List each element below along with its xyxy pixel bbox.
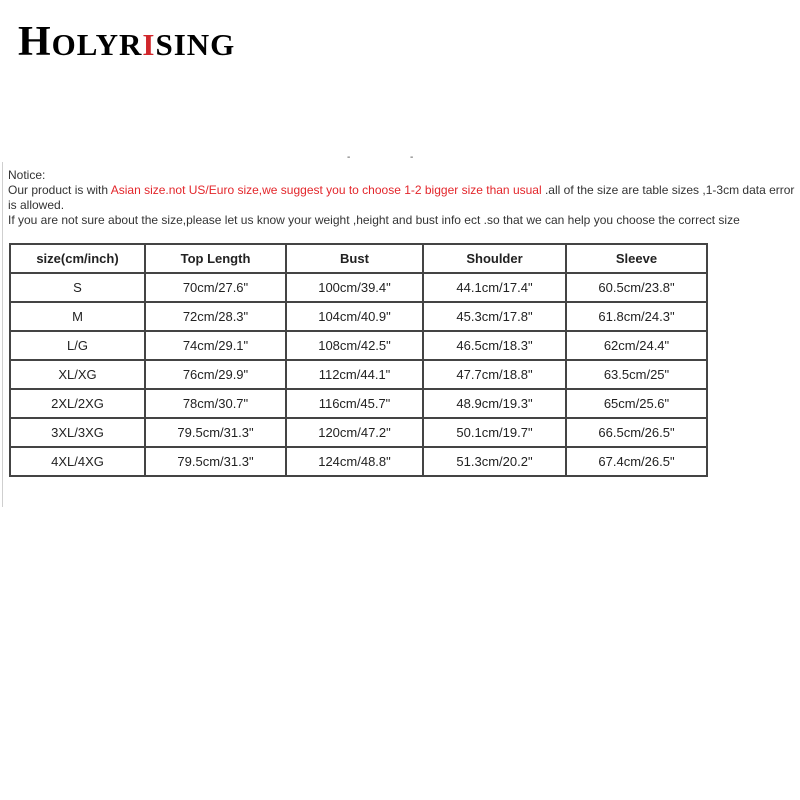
cell-size: L/G [10, 331, 145, 360]
logo-letter-i: I [142, 27, 156, 62]
notice-heading: Notice: [8, 168, 46, 182]
table-row [10, 360, 707, 389]
cell-bust: 120cm/47.2" [286, 418, 423, 447]
decorative-dash: - [410, 152, 414, 163]
cell-shoulder: 50.1cm/19.7" [423, 418, 566, 447]
table-row [10, 302, 707, 331]
cell-size: 2XL/2XG [10, 389, 145, 418]
cell-sleeve: 63.5cm/25" [566, 360, 707, 389]
cell-sleeve: 66.5cm/26.5" [566, 418, 707, 447]
notice-line-2: If you are not sure about the size,please let us know your weight ,height and bust info ect .so that we can help you choose the correct size [8, 213, 740, 227]
header-top-length: Top Length [145, 244, 286, 273]
cell-top-length: 72cm/28.3" [145, 302, 286, 331]
cell-top-length: 78cm/30.7" [145, 389, 286, 418]
decorative-dash: - [347, 152, 351, 163]
table-row [10, 418, 707, 447]
size-notice [8, 168, 800, 228]
cell-sleeve: 67.4cm/26.5" [566, 447, 707, 476]
cell-bust: 112cm/44.1" [286, 360, 423, 389]
cell-size: 3XL/3XG [10, 418, 145, 447]
notice-line-1: Our product is with Asian size.not US/Euro size,we suggest you to choose 1-2 bigger size than usual .all of the size are table sizes ,1-3cm data error is allowed. [8, 183, 795, 212]
cell-sleeve: 60.5cm/23.8" [566, 273, 707, 302]
logo-letter-h: H [18, 19, 52, 65]
header-size: size(cm/inch) [10, 244, 145, 273]
size-chart-table [9, 243, 708, 477]
table-row [10, 389, 707, 418]
cell-bust: 124cm/48.8" [286, 447, 423, 476]
cell-shoulder: 51.3cm/20.2" [423, 447, 566, 476]
cell-shoulder: 44.1cm/17.4" [423, 273, 566, 302]
cell-shoulder: 47.7cm/18.8" [423, 360, 566, 389]
cell-size: 4XL/4XG [10, 447, 145, 476]
cell-top-length: 79.5cm/31.3" [145, 418, 286, 447]
cell-top-length: 76cm/29.9" [145, 360, 286, 389]
cell-sleeve: 62cm/24.4" [566, 331, 707, 360]
table-row [10, 273, 707, 302]
header-sleeve: Sleeve [566, 244, 707, 273]
cell-bust: 100cm/39.4" [286, 273, 423, 302]
cell-top-length: 74cm/29.1" [145, 331, 286, 360]
cell-shoulder: 45.3cm/17.8" [423, 302, 566, 331]
cell-size: XL/XG [10, 360, 145, 389]
divider-line [2, 162, 3, 507]
header-shoulder: Shoulder [423, 244, 566, 273]
logo-letters-olyr: OLYR [51, 27, 143, 62]
cell-bust: 108cm/42.5" [286, 331, 423, 360]
cell-bust: 116cm/45.7" [286, 389, 423, 418]
table-header-row [10, 244, 707, 273]
logo-letters-sing: SING [155, 27, 236, 62]
cell-shoulder: 46.5cm/18.3" [423, 331, 566, 360]
cell-shoulder: 48.9cm/19.3" [423, 389, 566, 418]
table-row [10, 331, 707, 360]
table-row [10, 447, 707, 476]
header-bust: Bust [286, 244, 423, 273]
cell-sleeve: 65cm/25.6" [566, 389, 707, 418]
cell-top-length: 70cm/27.6" [145, 273, 286, 302]
cell-top-length: 79.5cm/31.3" [145, 447, 286, 476]
notice-highlight: Asian size.not US/Euro size,we suggest you to choose 1-2 bigger size than usual [110, 183, 542, 197]
cell-size: M [10, 302, 145, 331]
cell-sleeve: 61.8cm/24.3" [566, 302, 707, 331]
brand-logo [18, 20, 235, 67]
cell-bust: 104cm/40.9" [286, 302, 423, 331]
cell-size: S [10, 273, 145, 302]
